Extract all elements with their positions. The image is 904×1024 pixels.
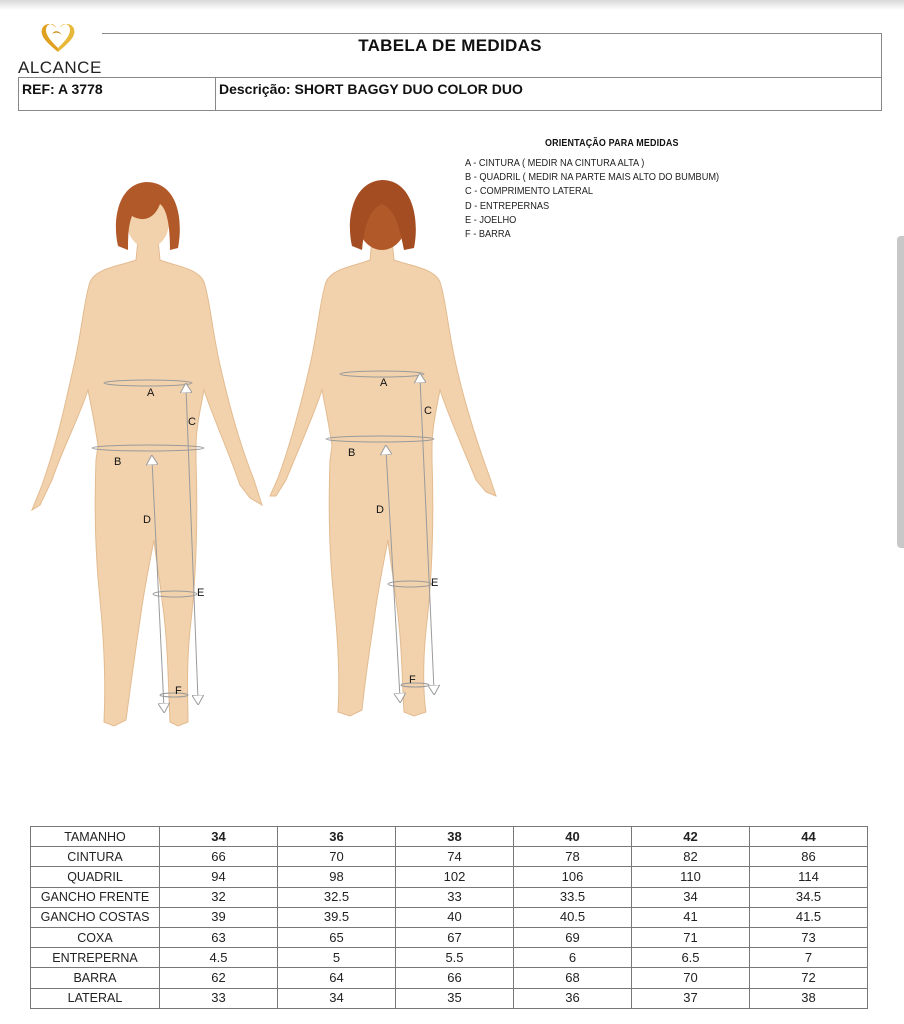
table-cell: 40.5: [514, 907, 632, 927]
table-cell: QUADRIL: [31, 867, 160, 887]
front-label-a: A: [147, 387, 155, 399]
table-cell: 39: [160, 907, 278, 927]
table-cell: GANCHO FRENTE: [31, 887, 160, 907]
header-divider: [215, 77, 216, 111]
table-row: [31, 988, 868, 1008]
table-cell: 6: [514, 948, 632, 968]
table-cell: 106: [514, 867, 632, 887]
table-cell: 6.5: [632, 948, 750, 968]
back-label-b: B: [348, 447, 356, 459]
back-label-f: F: [409, 674, 416, 686]
front-label-b: B: [114, 456, 122, 468]
front-label-f: F: [175, 685, 182, 697]
table-cell: GANCHO COSTAS: [31, 907, 160, 927]
table-row: [31, 948, 868, 968]
front-label-c: C: [188, 416, 196, 428]
table-header-cell: 36: [278, 827, 396, 847]
table-cell: 102: [396, 867, 514, 887]
table-cell: 65: [278, 927, 396, 947]
orientation-title: ORIENTAÇÃO PARA MEDIDAS: [545, 137, 679, 149]
table-cell: 34: [632, 887, 750, 907]
orientation-item: D - ENTREPERNAS: [465, 199, 550, 212]
back-label-a: A: [380, 377, 388, 389]
table-header-row: [31, 827, 868, 847]
size-table: [30, 826, 868, 1009]
table-header-cell: TAMANHO: [31, 827, 160, 847]
body-measurement-illustration: [0, 160, 904, 760]
table-cell: 66: [396, 968, 514, 988]
table-cell: CINTURA: [31, 847, 160, 867]
product-description: Descrição: SHORT BAGGY DUO COLOR DUO: [219, 81, 523, 97]
orientation-item: B - QUADRIL ( MEDIR NA PARTE MAIS ALTO DO BUMBUM): [465, 171, 720, 184]
back-figure: [270, 180, 496, 716]
table-cell: 37: [632, 988, 750, 1008]
table-cell: ENTREPERNA: [31, 948, 160, 968]
table-cell: 32.5: [278, 887, 396, 907]
table-row: [31, 968, 868, 988]
table-cell: 68: [514, 968, 632, 988]
table-row: [31, 907, 868, 927]
table-cell: 63: [160, 927, 278, 947]
table-cell: 33: [160, 988, 278, 1008]
table-cell: BARRA: [31, 968, 160, 988]
table-cell: COXA: [31, 927, 160, 947]
table-cell: 4.5: [160, 948, 278, 968]
table-header-cell: 42: [632, 827, 750, 847]
back-label-e: E: [431, 577, 439, 589]
front-label-d: D: [143, 514, 151, 526]
table-cell: 33: [396, 887, 514, 907]
table-cell: 72: [750, 968, 868, 988]
heart-ribbon-logo-icon: [38, 20, 78, 56]
header-bottom-rule: [18, 110, 882, 111]
table-cell: 5.5: [396, 948, 514, 968]
header-left-rule: [18, 77, 19, 111]
table-cell: 32: [160, 887, 278, 907]
table-cell: 66: [160, 847, 278, 867]
table-cell: 94: [160, 867, 278, 887]
table-cell: 98: [278, 867, 396, 887]
table-cell: 69: [514, 927, 632, 947]
table-row: [31, 927, 868, 947]
front-body-silhouette: [32, 240, 262, 726]
table-cell: 73: [750, 927, 868, 947]
table-cell: 114: [750, 867, 868, 887]
table-row: [31, 887, 868, 907]
table-header-cell: 34: [160, 827, 278, 847]
brand-logo: [18, 20, 108, 78]
header-right-rule: [881, 33, 882, 111]
back-label-c: C: [424, 405, 432, 417]
table-cell: 82: [632, 847, 750, 867]
front-figure: [32, 182, 262, 726]
table-row: [31, 867, 868, 887]
reference-code: REF: A 3778: [22, 81, 103, 97]
table-cell: 41: [632, 907, 750, 927]
back-label-d: D: [376, 504, 384, 516]
table-cell: 74: [396, 847, 514, 867]
table-row: [31, 847, 868, 867]
table-cell: 86: [750, 847, 868, 867]
table-cell: 33.5: [514, 887, 632, 907]
page-title: TABELA DE MEDIDAS: [358, 36, 542, 55]
table-cell: 70: [278, 847, 396, 867]
table-cell: 64: [278, 968, 396, 988]
orientation-item: F - BARRA: [465, 228, 511, 241]
back-body-silhouette: [270, 240, 496, 716]
header-top-rule: [102, 33, 882, 34]
orientation-item: A - CINTURA ( MEDIR NA CINTURA ALTA ): [465, 157, 645, 169]
orientation-item: C - COMPRIMENTO LATERAL: [465, 185, 594, 198]
table-cell: 5: [278, 948, 396, 968]
table-cell: 40: [396, 907, 514, 927]
table-cell: 71: [632, 927, 750, 947]
header-mid-rule: [18, 77, 882, 78]
table-header-cell: 44: [750, 827, 868, 847]
table-cell: 110: [632, 867, 750, 887]
table-cell: 39.5: [278, 907, 396, 927]
table-cell: 62: [160, 968, 278, 988]
table-header-cell: 38: [396, 827, 514, 847]
table-cell: LATERAL: [31, 988, 160, 1008]
table-cell: 7: [750, 948, 868, 968]
table-cell: 67: [396, 927, 514, 947]
top-shadow: [0, 0, 904, 10]
table-cell: 38: [750, 988, 868, 1008]
orientation-item: E - JOELHO: [465, 213, 517, 226]
table-header-cell: 40: [514, 827, 632, 847]
table-cell: 34: [278, 988, 396, 1008]
table-cell: 36: [514, 988, 632, 1008]
front-label-e: E: [197, 587, 205, 599]
table-cell: 78: [514, 847, 632, 867]
table-cell: 70: [632, 968, 750, 988]
table-cell: 34.5: [750, 887, 868, 907]
brand-name: ALCANCE: [18, 58, 102, 77]
table-cell: 35: [396, 988, 514, 1008]
table-cell: 41.5: [750, 907, 868, 927]
